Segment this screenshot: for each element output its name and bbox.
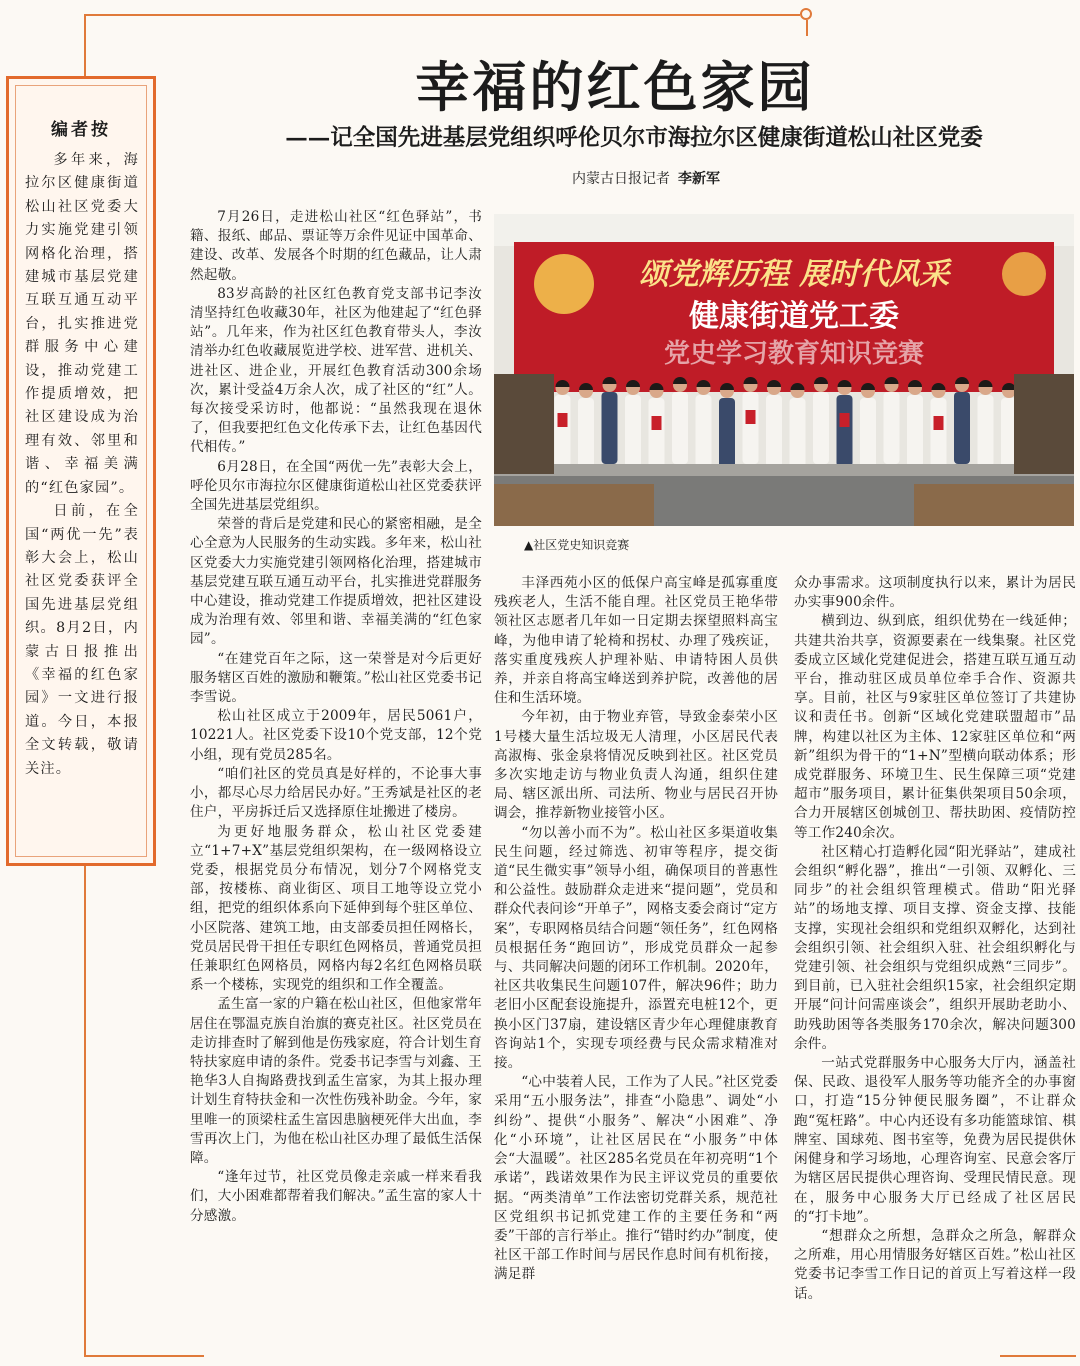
certificate-book (558, 413, 568, 427)
banner-line-2: 健康街道党工委 (689, 299, 899, 334)
participant-figure (602, 392, 618, 464)
participant-figure (696, 395, 712, 467)
certificate-book (840, 413, 850, 427)
participant-figure (555, 395, 571, 467)
participant-figure (743, 392, 759, 464)
banner-line-1: 颂党辉历程 展时代风采 (638, 257, 950, 292)
article-paragraph: 荣誉的背后是党建和民心的紧密相融，是全心全意为人民服务的生动实践。多年来，松山社区党委大力实施党建引领网格化治理，搭建城市基层党建互联互通互动平台，扎实推进党群服务中心建设，推动党建工作提质增效，把社区建设成为治理有效、邻里和谐、幸福美满的“红色家园”。 (190, 516, 482, 648)
certificate-book (934, 416, 944, 430)
event-photo-illustration (494, 214, 1074, 526)
article-paragraph: 松山社区成立于2009年，居民5061户，10221人。社区党委下设10个党支部，12个党小组，现有党员285名。 (190, 708, 482, 763)
participant-figure (860, 398, 876, 470)
editor-note-body (25, 149, 139, 781)
editor-note-paragraph: 多年来，海拉尔区健康街道松山社区党委大力实施党建引领网格化治理，搭建城市基层党建互联互通互动平台，扎实推进党群服务中心建设，推动党建工作提质增效，把社区建设成为治理有效、邻里和谐、幸福美满的“红色家园”。 (25, 152, 139, 496)
certificate-book (652, 416, 662, 430)
participant-figure (837, 395, 853, 467)
article-paragraph: “想群众之所想，急群众之所急，解群众之所难，用心用情服务好辖区百姓。”松山社区党委书记李雪工作日记的首页上写着这样一段话。 (794, 1227, 1076, 1302)
frame-top-right-line (806, 20, 808, 36)
article-column-1 (190, 208, 482, 1226)
frame-left-lower-line (84, 866, 86, 1356)
byline (476, 168, 816, 188)
event-photo (494, 214, 1074, 526)
participant-figure (931, 398, 947, 470)
article-paragraph: 社区精心打造孵化园“阳光驿站”，建成社会组织“孵化器”，推出“一引领、双孵化、三同步”的社会组织管理模式。借助“阳光驿站”的场地支撑、项目支撑、资金支撑、技能支撑，实现社会组织和党组织双孵化，达到社会组织引领、社会组织入驻、社会组织孵化与党建引领、社会组织与党组织成熟“三同步”。到目前，已入驻社会组织15家，社会组织定期开展“问计问需座谈会”，组织开展助老助小、助残助困等各类服务170余次，解决问题300余件。 (794, 843, 1076, 1052)
article-paragraph: “咱们社区的党员真是好样的，不论事大事小，都尽心尽力给居民办好。”王秀斌是社区的老住户，平房拆迁后又选择原住址搬进了楼房。 (190, 765, 482, 821)
article-paragraph: 7月26日，走进松山社区“红色驿站”，书籍、报纸、邮品、票证等万余件见证中国革命、建设、改革、发展各个时期的红色藏品，让人肃然起敬。 (190, 209, 482, 283)
participant-figure (790, 398, 806, 470)
article-subtitle: ——记全国先进基层党组织呼伦贝尔市海拉尔区健康街道松山社区党委 (285, 125, 983, 151)
article-paragraph: 今年初，由于物业弃管，导致金泰荣小区1号楼大量生活垃圾无人清理，小区居民代表高淑梅、张金泉将情况反映到社区。社区党员多次实地走访与物业负责人沟通，组织住建局、辖区派出所、司法所、物业与居民召开协调会，推荐新物业接管小区。 (494, 709, 778, 822)
article-paragraph: 为更好地服务群众，松山社区党委建立“1+7+X”基层党组织架构，在一级网格设立党委，根据党员分布情况，划分7个网格党支部，按楼栋、商业街区、项目工地等设立党小组，把党的组织体系向下延伸到每个驻区单位、小区院落、建筑工地，由支部委员担任网格长，党员居民骨干担任专职红色网格员，普通党员担任兼职红色网格员，网格内每2名红色网格员联系一个楼栋，实现党的组织和工作全覆盖。 (190, 823, 482, 994)
article-paragraph: “心中装着人民，工作为了人民。”社区党委采用“五小服务法”，排查“小隐患”、调处“小纠纷”、提供“小服务”、解决“小困难”、净化“小环境”，让社区居民在“小服务”中体会“大温暖”。社区285名党员在年初亮明“1个承诺”，践诺效果作为民主评议党员的重要依据。“两类清单”工作法密切党群关系，规范社区党组织书记抓党建工作的主要任务和“两委”干部的言行举止。推行“错时约办”制度，使社区干部工作时间与居民作息时间有机衔接，满足群 (494, 1074, 778, 1283)
photo-caption: ▲社区党史知识竞赛 (524, 538, 630, 552)
article-paragraph: 6月28日，在全国“两优一先”表彰大会上，呼伦贝尔市海拉尔区健康街道松山社区党委获评全国先进基层党组织。 (190, 458, 482, 514)
frame-top-line (84, 14, 800, 16)
article-paragraph: “在建党百年之际，这一荣誉是对今后更好服务辖区百姓的激励和鞭策。”松山社区党委书记李雪说。 (190, 650, 482, 706)
article-paragraph: “逢年过节，社区党员像走亲戚一样来看我们，大小困难都帮着我们解决。”孟生富的家人十分感激。 (190, 1169, 482, 1224)
article-paragraph: 一站式党群服务中心服务大厅内，涵盖社保、民政、退役军人服务等功能齐全的办事窗口，打造“15分钟便民服务圈”，不让群众跑“冤枉路”。中心内还设有多功能篮球馆、棋牌室、国球苑、图书室等，免费为居民提供休闲健身和学习场地，心理咨询室、民意会客厅为辖区居民提供心理咨询、受理民情民意。现在，服务中心服务大厅已经成了社区居民的“打卡地”。 (794, 1055, 1076, 1225)
participant-figure (578, 398, 594, 470)
article-column-3 (794, 574, 1076, 1304)
frame-bottom-line (84, 1355, 204, 1357)
participant-figure (813, 392, 829, 464)
participant-figure (649, 398, 665, 470)
editor-note-paragraph: 日前，在全国“两优一先”表彰大会上，松山社区党委获评全国先进基层党组织。8月2日，内蒙古日报推出《幸福的红色家园》一文进行报道。今日，本报全文转载，敬请关注。 (25, 503, 139, 777)
participant-figure (978, 395, 994, 467)
article-column-2 (494, 574, 778, 1285)
participant-figure (719, 398, 735, 470)
editor-note-title: 编者按 (51, 120, 111, 140)
frame-bottom-right-line (1000, 1355, 1076, 1357)
article-paragraph: 横到边、纵到底，组织优势在一线延伸；共建共治共享，资源要素在一线集聚。社区党委成立区域化党建促进会，搭建互联互通互动平台，推动驻区成员单位牵手合作、资源共享。目前，社区与9家驻区单位签订了共建协议和责任书。创新“区域化党建联盟超市”品牌，构建以社区为主体、12家驻区单位和“两新”组织为骨干的“1+N”型横向联动体系；形成党群服务、环境卫生、民生保障三项“党建超市”服务项目，累计征集供架项目50余项，合力开展辖区创城创卫、帮扶助困、疫情防控等工作240余次。 (794, 613, 1076, 841)
article-paragraph: “勿以善小而不为”。松山社区多渠道收集民生问题，经过筛选、初审等程序，提交街道“民生微实事”领导小组，确保项目的普惠性和公益性。鼓励群众走进来“提问题”，党员和群众代表问诊“开单子”，网格支委会商讨“定方案”，专职网格员结合问题“领任务”，红色网格员根据任务“跑回访”，形成党员群众一起参与、共同解决问题的闭环工作机制。2020年，社区共收集民生问题107件，解决96件；助力老旧小区配套设施提升，添置充电桩12个，更换小区门37扇，建设辖区青少年心理健康教育咨询站1个，实现专项经费与民众需求精准对接。 (494, 824, 778, 1072)
participant-figure (954, 392, 970, 464)
participant-figure (884, 392, 900, 464)
byline-name: 李新军 (678, 171, 720, 187)
frame-left-line (84, 14, 86, 76)
participant-figure (907, 395, 923, 467)
article-paragraph: 丰泽西苑小区的低保户高宝峰是孤寡重度残疾老人，生活不能自理。社区党员王艳华带领社区志愿者几年如一日定期去探望照料高宝峰，为他申请了轮椅和拐杖、办理了残疾证，落实重度残疾人护理补贴、申请特困人员供养，并亲自将高宝峰送到养护院，改善他的居住和生活环境。 (494, 575, 778, 707)
byline-label: 内蒙古日报记者 (572, 171, 670, 187)
participant-figure (672, 392, 688, 464)
certificate-book (746, 410, 756, 424)
participant-figure (625, 395, 641, 467)
article-paragraph: 孟生富一家的户籍在松山社区，但他家常年居住在鄂温克族自治旗的赛克社区。社区党员在走访排查时了解到他是伤残家庭，符合计划生育特扶家庭申请的条件。党委书记李雪与刘鑫、王艳华3人自掏路费找到孟生富家，为其上报办理计划生育特扶金和一次性伤残补助金。今年，家里唯一的顶梁柱孟生富因患脑梗死伴大出血，李雪再次上门，为他在松山社区办理了最低生活保障。 (190, 996, 482, 1166)
article-paragraph-continued: 众办事需求。这项制度执行以来，累计为居民办实事900余件。 (794, 575, 1076, 611)
banner-line-3: 党史学习教育知识竞赛 (663, 339, 925, 369)
article-title: 幸福的红色家园 (415, 56, 815, 119)
participant-figure (766, 395, 782, 467)
article-paragraph: 83岁高龄的社区红色教育党支部书记李汝清坚持红色收藏30年，社区为他建起了“红色驿站”。几年来，作为社区红色教育带头人，李汝清举办红色收藏展览进学校、进军营、进机关、进社区、进企业，开展红色教育活动300余场次，累计受益4万余人次，成了社区的“红”人。每次接受采访时，他都说：“虽然我现在退休了，但我要把红色文化传承下去，让红色基因代代相传。” (190, 285, 482, 456)
editor-note-box (6, 76, 156, 866)
frame-corner-circle (800, 8, 812, 20)
